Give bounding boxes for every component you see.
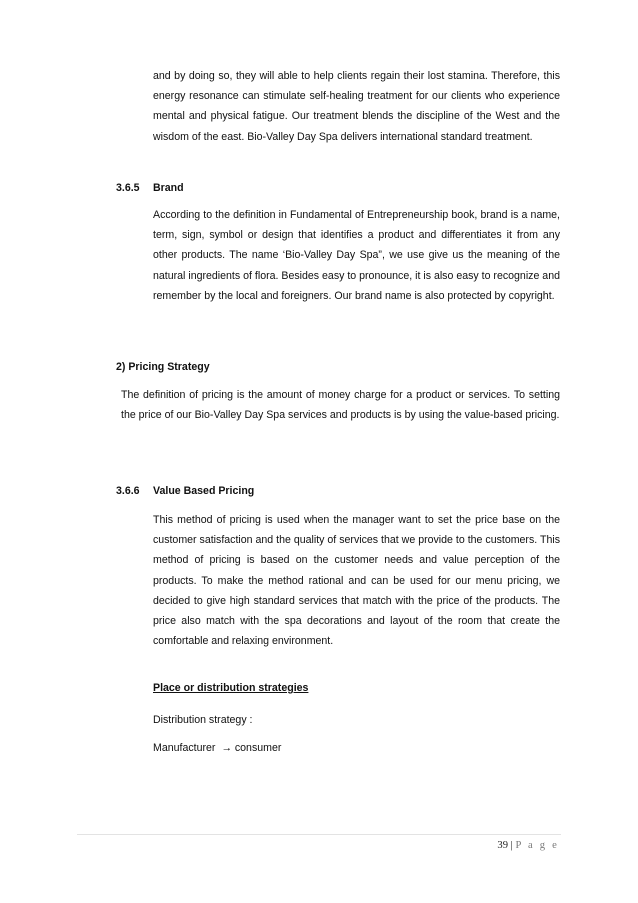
page-number: 39 (497, 840, 509, 851)
footer-divider (77, 834, 561, 835)
value-pricing-paragraph: This method of pricing is used when the manager want to set the price base on the customer satisfaction and the quality of services that we provide to the customers. This method of pricing is based on the customer needs and value perception of the products. To make the method rational and can be used for our menu pricing, we decided to give high standard services that match with the price of the products. The price also match with the spa decorations and layout of the room that create the comfortable and relaxing environment. (153, 514, 560, 648)
distribution-flow (153, 738, 560, 758)
value-pricing-section-number: 3.6.6 (116, 485, 140, 497)
arrow-right-icon: → (221, 742, 232, 754)
distribution-strategy-label: Distribution strategy : (153, 714, 253, 726)
flow-from: Manufacturer (153, 742, 216, 754)
page-word: P a g e (515, 840, 559, 851)
brand-section-title: Brand (153, 182, 184, 194)
intro-paragraph: and by doing so, they will able to help clients regain their lost stamina. Therefore, this energy resonance can stimulate self-healing treatment for our clients who experience mental and physical fatigue. Our treatment blends the discipline of the West and the wisdom of the east. Bio-Valley Day Spa delivers international standard treatment. (153, 70, 560, 143)
place-distribution-heading: Place or distribution strategies (153, 682, 309, 694)
pricing-strategy-heading: 2) Pricing Strategy (116, 361, 210, 373)
flow-to: consumer (234, 742, 282, 754)
pricing-strategy-paragraph: The definition of pricing is the amount of money charge for a product or services. To setting the price of our Bio-Valley Day Spa services and products is by using the value-based pricing. (121, 389, 560, 422)
page-separator: | (510, 840, 513, 851)
page-footer (497, 840, 559, 851)
value-pricing-section-title: Value Based Pricing (153, 485, 255, 497)
brand-paragraph: According to the definition in Fundamental of Entrepreneurship book, brand is a name, term, sign, symbol or design that identifies a product and differentiates it from any other products. The name ‘Bio-Valley Day Spa”, we use give us the meaning of the natural ingredients of flora. Besides easy to pronounce, it is also easy to recognize and remember by the local and foreigners. Our brand name is also protected by copyright. (153, 209, 560, 302)
brand-section-number: 3.6.5 (116, 182, 140, 194)
